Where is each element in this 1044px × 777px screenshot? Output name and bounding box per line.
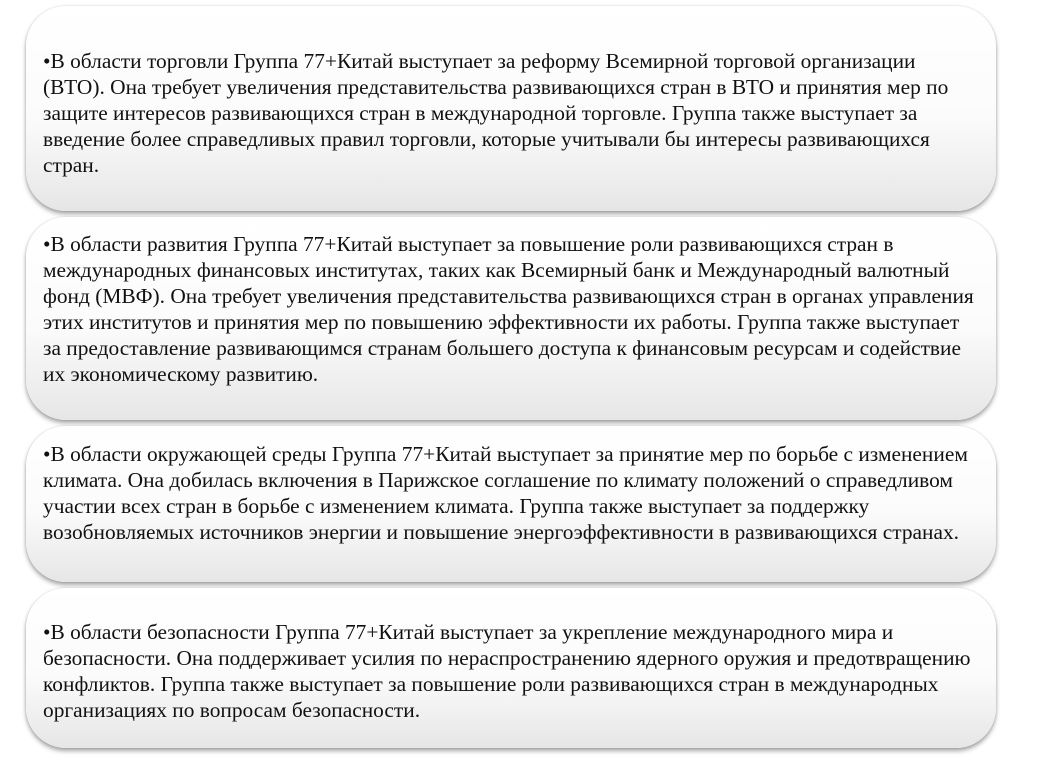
card-security-text: •В области безопасности Группа 77+Китай выступает за укрепление международного мира и безопасности. Она поддерживает усилия по нераспространению ядерного оружия и предотвращению конфликтов. Группа также выступает за повышение роли развивающихся стран в международных организациях по вопросам безопасности. xyxy=(43,620,971,722)
card-development xyxy=(26,217,996,420)
card-trade-text: •В области торговли Группа 77+Китай выступает за реформу Всемирной торговой организации (ВТО). Она требует увеличения представительства развивающихся стран в ВТО и принятия мер по защите интересов развивающихся стран в международной торговле. Группа также выступает за введение более справедливых правил торговли, которые учитывали бы интересы развивающихся стран. xyxy=(43,49,949,177)
card-development-text: •В области развития Группа 77+Китай выступает за повышение роли развивающихся стран в международных финансовых институтах, таких как Всемирный банк и Международный валютный фонд (МВФ). Она требует увеличения представительства развивающихся стран в органах управления этих институтов и принятия мер по повышению эффективности их работы. Группа также выступает за предоставление развивающимся странам большего доступа к финансовым ресурсам и содействие их экономическому развитию. xyxy=(43,232,974,386)
card-security xyxy=(26,588,996,748)
card-trade xyxy=(26,6,996,211)
card-environment-text: •В области окружающей среды Группа 77+Китай выступает за принятие мер по борьбе с изменением климата. Она добилась включения в Парижское соглашение по климату положений о справедливом участии всех стран в борьбе с изменением климата. Группа также выступает за поддержку возобновляемых источников энергии и повышение энергоэффективности в развивающихся странах. xyxy=(43,442,968,544)
card-environment xyxy=(26,426,996,582)
